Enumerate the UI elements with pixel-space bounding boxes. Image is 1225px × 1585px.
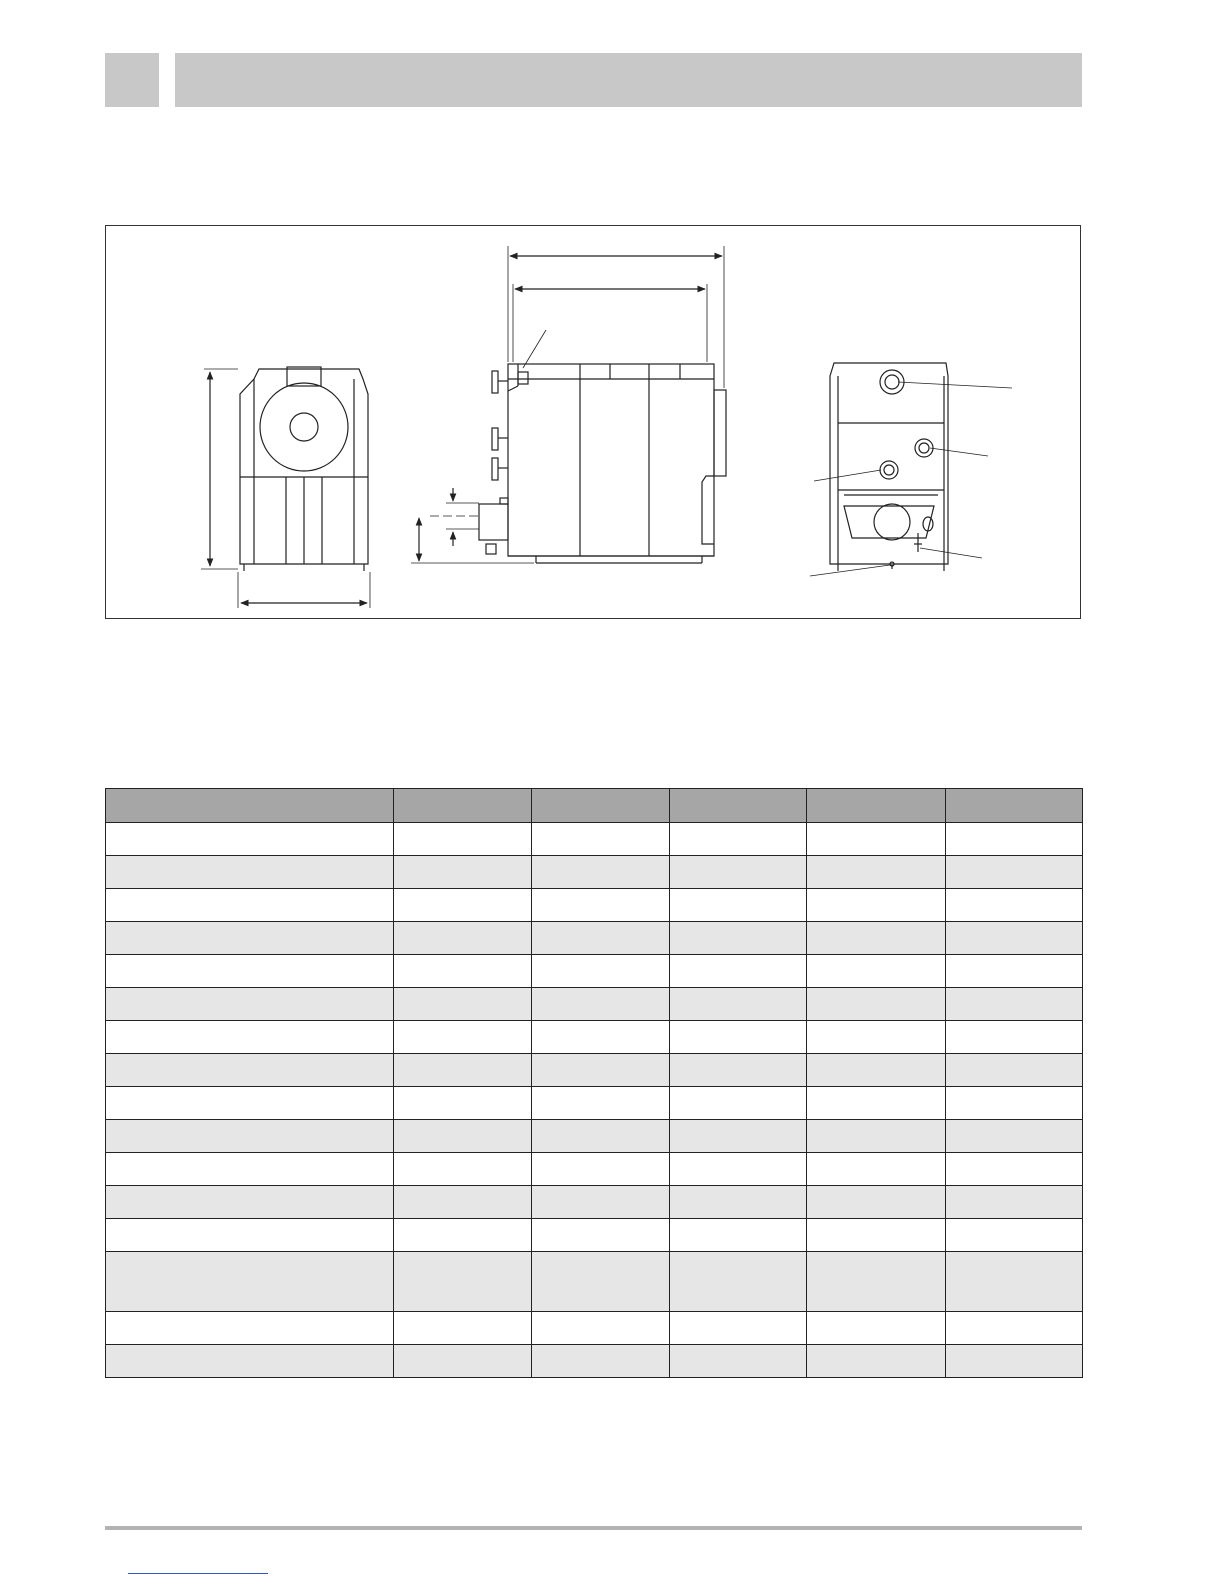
side-view <box>411 246 726 563</box>
bottom-link-underline[interactable] <box>128 1573 268 1574</box>
table-cell <box>945 955 1082 988</box>
table-cell <box>393 889 531 922</box>
table-cell <box>106 922 394 955</box>
table-cell <box>945 1312 1082 1345</box>
table-cell <box>106 1153 394 1186</box>
table-cell <box>531 922 669 955</box>
table-cell <box>945 1252 1082 1312</box>
table-cell <box>670 1153 807 1186</box>
table-cell <box>106 1120 394 1153</box>
table-cell <box>670 988 807 1021</box>
table-cell <box>531 1219 669 1252</box>
table-cell <box>393 1186 531 1219</box>
header-cell <box>531 789 669 823</box>
table-cell <box>945 922 1082 955</box>
table-header-row <box>106 789 1083 823</box>
footer-rule <box>105 1526 1082 1530</box>
table-cell <box>945 889 1082 922</box>
table-cell <box>531 1021 669 1054</box>
table-cell <box>670 1120 807 1153</box>
table-row <box>106 889 1083 922</box>
table-cell <box>106 1021 394 1054</box>
table-cell <box>531 823 669 856</box>
header-cell <box>945 789 1082 823</box>
table-row <box>106 1054 1083 1087</box>
table-cell <box>531 1153 669 1186</box>
table-cell <box>393 1345 531 1378</box>
table-cell <box>393 1054 531 1087</box>
dimension-drawing <box>106 226 1082 620</box>
table-cell <box>106 856 394 889</box>
table-cell <box>106 1252 394 1312</box>
dimension-drawing-figure <box>105 225 1081 619</box>
table-row <box>106 1252 1083 1312</box>
table-cell <box>670 1252 807 1312</box>
rear-view <box>810 363 1012 576</box>
table-cell <box>106 988 394 1021</box>
table-cell <box>670 1186 807 1219</box>
table-cell <box>807 1021 945 1054</box>
table-cell <box>393 955 531 988</box>
table-row <box>106 823 1083 856</box>
table-row <box>106 1345 1083 1378</box>
table-cell <box>531 1087 669 1120</box>
table-row <box>106 856 1083 889</box>
table-cell <box>945 1186 1082 1219</box>
table-cell <box>106 1345 394 1378</box>
table-cell <box>531 1312 669 1345</box>
table-row <box>106 1153 1083 1186</box>
table-cell <box>106 889 394 922</box>
chapter-title-bar <box>175 53 1082 107</box>
table-row <box>106 955 1083 988</box>
table-cell <box>807 1087 945 1120</box>
table-cell <box>670 1219 807 1252</box>
table-cell <box>807 1054 945 1087</box>
table-row <box>106 1219 1083 1252</box>
table-cell <box>531 889 669 922</box>
table-cell <box>945 1021 1082 1054</box>
table-row <box>106 1087 1083 1120</box>
table-cell <box>670 856 807 889</box>
table-cell <box>393 1087 531 1120</box>
table-cell <box>670 1345 807 1378</box>
table-cell <box>393 1219 531 1252</box>
table-cell <box>807 1186 945 1219</box>
table-cell <box>945 1087 1082 1120</box>
table-cell <box>807 1312 945 1345</box>
table-cell <box>670 1021 807 1054</box>
table-cell <box>945 1120 1082 1153</box>
table-cell <box>807 1219 945 1252</box>
table-cell <box>670 823 807 856</box>
table-cell <box>670 1312 807 1345</box>
table-cell <box>393 1021 531 1054</box>
table-cell <box>531 1345 669 1378</box>
table-cell <box>106 823 394 856</box>
table-cell <box>945 1054 1082 1087</box>
table-cell <box>393 1120 531 1153</box>
chapter-number-box <box>105 53 159 107</box>
table-cell <box>945 988 1082 1021</box>
header-cell <box>807 789 945 823</box>
table-cell <box>670 889 807 922</box>
header-cell <box>106 789 394 823</box>
table-cell <box>945 1153 1082 1186</box>
table-cell <box>106 1312 394 1345</box>
table-cell <box>531 856 669 889</box>
table-row <box>106 1186 1083 1219</box>
table-cell <box>670 1054 807 1087</box>
table-cell <box>945 856 1082 889</box>
table-cell <box>106 1186 394 1219</box>
header-cell <box>393 789 531 823</box>
table-cell <box>670 922 807 955</box>
table-cell <box>807 889 945 922</box>
table-cell <box>531 955 669 988</box>
table-cell <box>393 856 531 889</box>
table-cell <box>807 955 945 988</box>
table-cell <box>393 1312 531 1345</box>
table-cell <box>106 1087 394 1120</box>
table-cell <box>531 1120 669 1153</box>
table-cell <box>807 922 945 955</box>
table-cell <box>531 1186 669 1219</box>
table-cell <box>106 955 394 988</box>
table-cell <box>807 856 945 889</box>
header-cell <box>670 789 807 823</box>
table-cell <box>106 1054 394 1087</box>
table-row <box>106 1120 1083 1153</box>
table-row <box>106 1312 1083 1345</box>
table-cell <box>531 1054 669 1087</box>
table-cell <box>393 988 531 1021</box>
table-cell <box>393 823 531 856</box>
table-cell <box>393 922 531 955</box>
table-row <box>106 1021 1083 1054</box>
table-cell <box>670 1087 807 1120</box>
table-cell <box>945 823 1082 856</box>
table-cell <box>807 988 945 1021</box>
table-cell <box>393 1153 531 1186</box>
table-cell <box>945 1219 1082 1252</box>
table-cell <box>807 823 945 856</box>
table-cell <box>531 988 669 1021</box>
table-cell <box>945 1345 1082 1378</box>
table-cell <box>106 1219 394 1252</box>
table-cell <box>393 1252 531 1312</box>
table-cell <box>531 1252 669 1312</box>
table-cell <box>807 1252 945 1312</box>
table-row <box>106 922 1083 955</box>
table-cell <box>670 955 807 988</box>
front-view <box>201 367 370 608</box>
table-cell <box>807 1120 945 1153</box>
specifications-table <box>105 788 1083 1378</box>
table-row <box>106 988 1083 1021</box>
table-cell <box>807 1153 945 1186</box>
table-cell <box>807 1345 945 1378</box>
